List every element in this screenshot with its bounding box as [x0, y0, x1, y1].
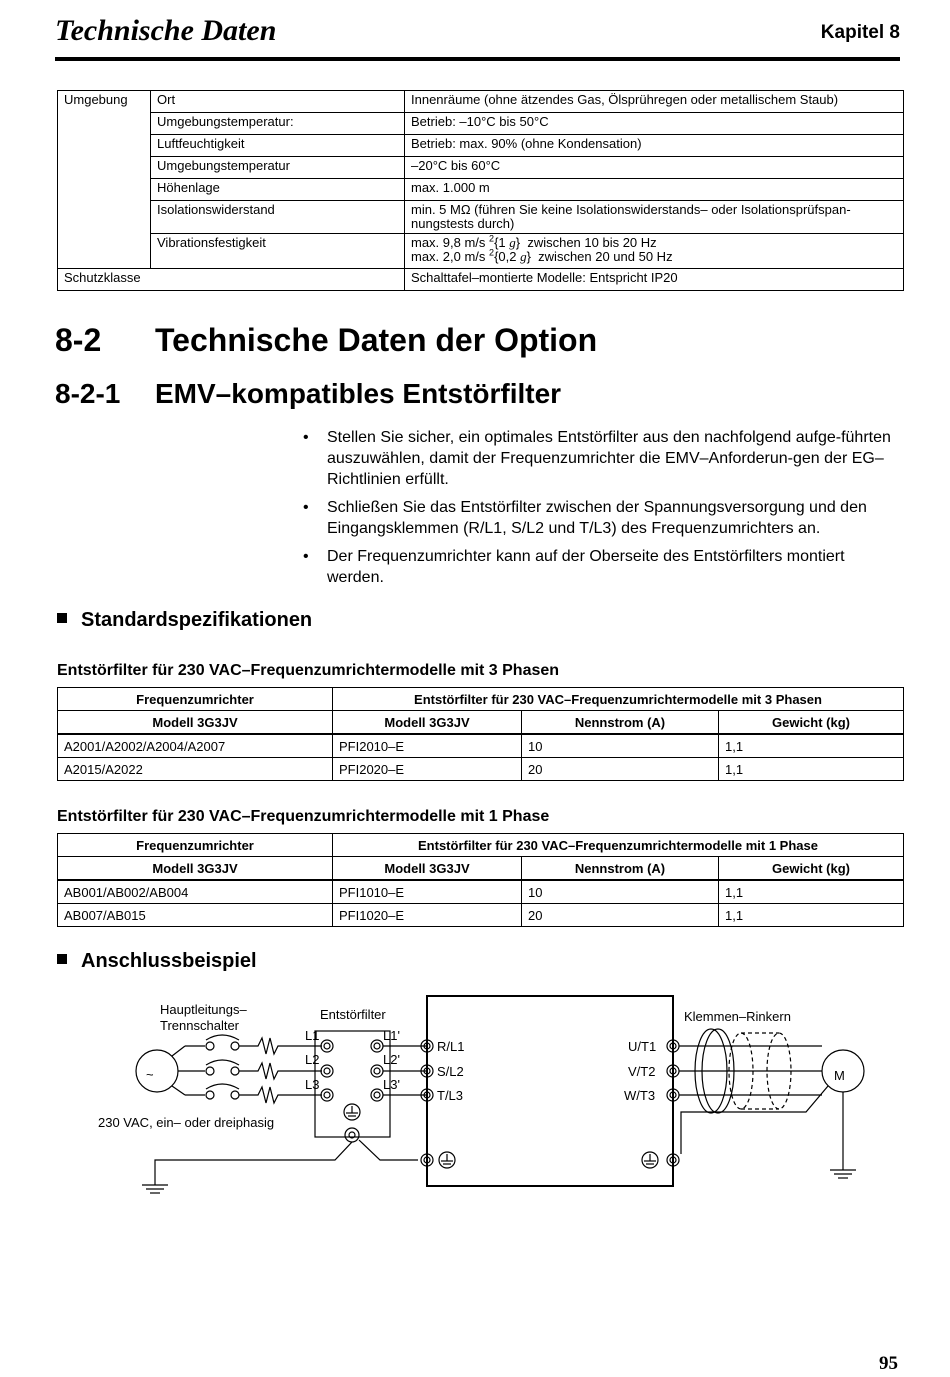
vib-text: max. 2,0 m/s [411, 249, 486, 264]
table-row [58, 179, 904, 201]
list-item [303, 427, 903, 490]
filter-ground-terminal-icon [345, 1128, 359, 1142]
vib-text: {1 [494, 235, 510, 250]
bullet-icon: • [303, 499, 309, 516]
ground-wire [359, 1140, 418, 1160]
column-header: Modell 3G3JV [58, 857, 333, 881]
value-line: nungstests durch) [411, 216, 515, 231]
protection-value: Schalttafel–montierte Modelle: Entspricht IP20 [405, 269, 904, 291]
table-row [58, 157, 904, 179]
list-item-text: Schließen Sie das Entstörfilter zwischen der Spannungsversorgung und den Eingangsklemmen (R/L1, S/L2 und T/L3) des Frequenzumrichters an. [327, 499, 867, 537]
column-header: Frequenzumrichter [58, 834, 333, 857]
vib-text: zwischen 20 und 50 Hz [530, 249, 673, 264]
section-number: 8-2 [55, 322, 102, 358]
page-header-title: Technische Daten [55, 14, 277, 47]
table-cell: 1,1 [719, 904, 904, 927]
table-cell: PFI1020–E [333, 904, 522, 927]
param-cell: Isolationswiderstand [151, 201, 405, 234]
table-cell: 20 [522, 904, 719, 927]
breaker-icon [206, 1035, 239, 1099]
table-row [58, 880, 904, 904]
param-cell: Ort [151, 91, 405, 113]
table-row [58, 201, 904, 234]
terminal-v: V/T2 [628, 1064, 656, 1079]
ac-source-icon [136, 1050, 178, 1092]
motor-ground-wire [681, 1086, 828, 1154]
column-header: Frequenzumrichter [58, 688, 333, 711]
exponent: 2 [489, 247, 495, 258]
subsection-heading [55, 378, 561, 410]
table-row [58, 113, 904, 135]
std-spec-heading [57, 609, 312, 632]
filter-in-l2: L2 [305, 1052, 320, 1067]
terminal-u: U/T1 [628, 1039, 657, 1054]
param-cell: Umgebungstemperatur: [151, 113, 405, 135]
heading-text: Anschlussbeispiel [81, 950, 257, 972]
bullet-icon: • [303, 429, 309, 446]
column-header: Entstörfilter für 230 VAC–Frequenzumrichtermodelle mit 3 Phasen [333, 688, 904, 711]
filter-terminal-icons [321, 1040, 383, 1101]
protection-label: Schutzklasse [58, 269, 405, 291]
column-header: Modell 3G3JV [58, 711, 333, 735]
value-cell: –20°C bis 60°C [405, 157, 904, 179]
group-label: Umgebung [58, 91, 151, 269]
column-header: Nennstrom (A) [522, 857, 719, 881]
bullet-list [303, 427, 903, 595]
column-header: Gewicht (kg) [719, 711, 904, 735]
column-header: Entstörfilter für 230 VAC–Frequenzumrichtermodelle mit 1 Phase [333, 834, 904, 857]
terminal-w: W/T3 [624, 1088, 656, 1103]
filter-out-l2: L2' [383, 1052, 400, 1067]
filter-table-1phase [57, 833, 904, 927]
table-row [58, 269, 904, 291]
filter-in-l3: L3 [305, 1077, 320, 1092]
filter-label: Entstörfilter [320, 1007, 386, 1022]
terminal-t: T/L3 [437, 1088, 464, 1103]
ac-symbol: ~ [146, 1067, 154, 1082]
table-cell: PFI2010–E [333, 734, 522, 758]
subsection-title: EMV–kompatibles Entstörfilter [155, 378, 562, 409]
param-cell: Höhenlage [151, 179, 405, 201]
column-header: Modell 3G3JV [333, 711, 522, 735]
table-cell: 10 [522, 734, 719, 758]
table-cell: AB001/AB002/AB004 [58, 880, 333, 904]
ground-wire [155, 1142, 352, 1185]
table-cell: 1,1 [719, 758, 904, 781]
motor-earth-icon [830, 1170, 856, 1178]
param-cell: Luftfeuchtigkeit [151, 135, 405, 157]
page-number: 95 [879, 1353, 898, 1374]
table-row [58, 234, 904, 269]
value-cell: Innenräume (ohne ätzendes Gas, Ölsprühregen oder metallischem Staub) [405, 91, 904, 113]
square-bullet-icon [57, 613, 67, 623]
value-cell [405, 234, 904, 269]
table-cell: 1,1 [719, 734, 904, 758]
filter-box [315, 1031, 390, 1137]
wiring-heading [57, 950, 257, 973]
table-row [58, 734, 904, 758]
terminal-s: S/L2 [437, 1064, 464, 1079]
wire [172, 1086, 185, 1095]
section-heading [55, 322, 597, 359]
breaker-label-line2: Trennschalter [160, 1018, 239, 1033]
filter-table-3phase [57, 687, 904, 781]
terminal-r: R/L1 [437, 1039, 465, 1054]
wiring-diagram [0, 990, 950, 1220]
vib-text: max. 9,8 m/s [411, 235, 486, 250]
param-cell: Vibrationsfestigkeit [151, 234, 405, 269]
bullet-icon: • [303, 548, 309, 565]
table3-caption: Entstörfilter für 230 VAC–Frequenzumrichtermodelle mit 3 Phasen [57, 662, 560, 679]
filter-out-l3: L3' [383, 1077, 400, 1092]
section-title: Technische Daten der Option [155, 322, 598, 358]
g-symbol: g [509, 235, 516, 250]
value-cell [405, 201, 904, 234]
table-cell: 1,1 [719, 880, 904, 904]
table-header-row [58, 834, 904, 857]
g-symbol: g [520, 249, 527, 264]
table-cell: A2015/A2022 [58, 758, 333, 781]
table-cell: 10 [522, 880, 719, 904]
table-row [58, 135, 904, 157]
environment-spec-table [57, 90, 904, 291]
chapter-label: Kapitel 8 [820, 22, 900, 43]
table1-caption: Entstörfilter für 230 VAC–Frequenzumrichtermodelle mit 1 Phase [57, 808, 550, 825]
motor-label: M [834, 1068, 845, 1083]
filter-out-l1: L1' [383, 1028, 400, 1043]
vib-text: } [515, 235, 521, 250]
list-item-text: Stellen Sie sicher, ein optimales Entstörfilter aus den nachfolgend aufge-führten auszuwählen, damit der Frequenzumrichter die EMV–Anforderun-gen der EG–Richtlinien erfüllt. [327, 429, 891, 488]
list-item [303, 497, 903, 539]
header-rule [55, 57, 900, 61]
table-row [58, 904, 904, 927]
vib-text: } [526, 249, 531, 264]
table-cell: PFI1010–E [333, 880, 522, 904]
table-header-row [58, 857, 904, 881]
table-cell: 20 [522, 758, 719, 781]
value-line: min. 5 MΩ (führen Sie keine Isolationswiderstands– oder Isolationsprüfspan- [411, 202, 851, 217]
column-header: Nennstrom (A) [522, 711, 719, 735]
table-cell: A2001/A2002/A2004/A2007 [58, 734, 333, 758]
earth-ground-icon [142, 1185, 168, 1193]
list-item-text: Der Frequenzumrichter kann auf der Oberseite des Entstörfilters montiert werden. [327, 548, 845, 586]
heading-text: Standardspezifikationen [81, 609, 313, 631]
exponent: 2 [489, 233, 495, 244]
filter-in-l1: L1 [305, 1028, 320, 1043]
ring-core-label: Klemmen–Rinkern [684, 1009, 791, 1024]
column-header: Gewicht (kg) [719, 857, 904, 881]
filter-ground-icon [344, 1104, 360, 1120]
square-bullet-icon [57, 954, 67, 964]
value-cell: Betrieb: max. 90% (ohne Kondensation) [405, 135, 904, 157]
vib-text: {0,2 [494, 249, 521, 264]
subsection-number: 8-2-1 [55, 378, 121, 409]
breaker-label-line1: Hauptleitungs– [160, 1002, 247, 1017]
supply-label: 230 VAC, ein– oder dreiphasig [98, 1115, 275, 1130]
column-header: Modell 3G3JV [333, 857, 522, 881]
table-header-row [58, 711, 904, 735]
list-item [303, 546, 903, 588]
value-cell: max. 1.000 m [405, 179, 904, 201]
table-row [58, 758, 904, 781]
vib-text: zwischen 10 bis 20 Hz [520, 235, 657, 250]
table-row [58, 91, 904, 113]
param-cell: Umgebungstemperatur [151, 157, 405, 179]
table-cell: PFI2020–E [333, 758, 522, 781]
wire [172, 1046, 185, 1056]
value-cell: Betrieb: –10°C bis 50°C [405, 113, 904, 135]
table-header-row [58, 688, 904, 711]
table-cell: AB007/AB015 [58, 904, 333, 927]
